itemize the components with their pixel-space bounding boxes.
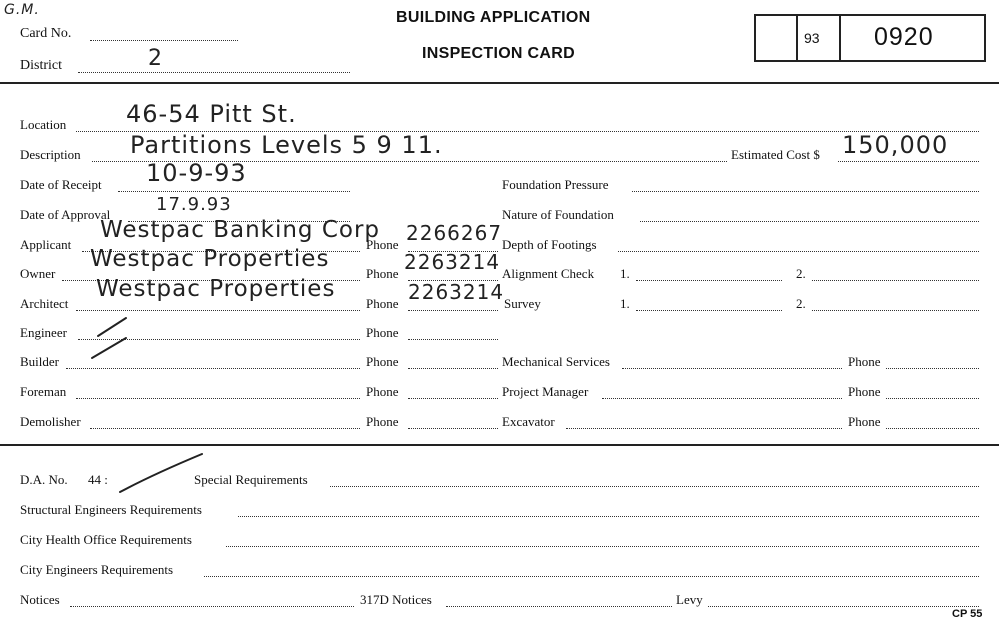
project-manager-label: Project Manager [502, 384, 589, 399]
form-code: CP 55 [952, 608, 983, 620]
engineer-dash-stroke [98, 318, 126, 336]
alignment-num-2: 2. [796, 266, 806, 281]
foreman-label: Foreman [20, 384, 67, 399]
card-no-label: Card No. [20, 26, 72, 41]
section-divider [0, 444, 999, 446]
project-manager-phone-label: Phone [848, 384, 881, 399]
builder-label: Builder [20, 354, 59, 369]
date-receipt-value: 10-9-93 [146, 159, 247, 187]
location-value: 46-54 Pitt St. [126, 100, 297, 128]
location-label: Location [20, 117, 67, 132]
notices-line [70, 606, 354, 607]
builder-phone-label: Phone [366, 354, 399, 369]
engineer-label: Engineer [20, 325, 67, 340]
levy-label: Levy [676, 592, 703, 607]
survey-num-2: 2. [796, 296, 806, 311]
title-line-2: INSPECTION CARD [422, 45, 575, 62]
estimated-cost-label: Estimated Cost $ [731, 147, 820, 162]
date-receipt-label: Date of Receipt [20, 177, 102, 192]
notices-label: Notices [20, 592, 60, 607]
excavator-phone-label: Phone [848, 414, 881, 429]
special-requirements-line [330, 486, 979, 487]
levy-line [708, 606, 979, 607]
notices-317-label: 317D Notices [360, 592, 432, 607]
nature-foundation-label: Nature of Foundation [502, 207, 614, 222]
mechanical-label: Mechanical Services [502, 354, 610, 369]
excavator-label: Excavator [502, 414, 555, 429]
date-approval-label: Date of Approval [20, 207, 111, 222]
description-value: Partitions Levels 5 9 11. [130, 131, 443, 159]
survey-label: Survey [504, 296, 541, 311]
district-value: 2 [148, 46, 163, 71]
mechanical-phone-label: Phone [848, 354, 881, 369]
survey-num-1: 1. [620, 296, 630, 311]
engineers-label: City Engineers Requirements [20, 562, 174, 577]
applicant-label: Applicant [20, 237, 72, 252]
engineer-phone-label: Phone [366, 325, 399, 340]
architect-phone-value: 2263214 [408, 280, 505, 304]
title-line-1: BUILDING APPLICATION [396, 9, 591, 26]
structural-label: Structural Engineers Requirements [20, 502, 202, 517]
architect-value: Westpac Properties [96, 276, 336, 302]
da-dash-stroke [120, 454, 202, 492]
foreman-phone-label: Phone [366, 384, 399, 399]
applicant-phone-label: Phone [366, 237, 399, 252]
date-approval-value: 17.9.93 [156, 194, 232, 215]
applicant-phone-value: 2266267 [406, 221, 503, 245]
owner-label: Owner [20, 266, 56, 281]
builder-dash-stroke [92, 338, 126, 358]
owner-phone-value: 2263214 [404, 250, 501, 274]
special-requirements-label: Special Requirements [194, 472, 308, 487]
estimated-cost-value: 150,000 [842, 131, 949, 159]
architect-phone-label: Phone [366, 296, 399, 311]
health-label: City Health Office Requirements [20, 532, 192, 547]
owner-value: Westpac Properties [90, 246, 330, 272]
box-year: 93 [804, 30, 820, 46]
applicant-value: Westpac Banking Corp [100, 217, 381, 243]
da-value: 44 : [88, 472, 108, 487]
structural-line [238, 516, 979, 517]
health-line [226, 546, 979, 547]
demolisher-label: Demolisher [20, 414, 81, 429]
description-label: Description [20, 147, 81, 162]
foundation-pressure-label: Foundation Pressure [502, 177, 609, 192]
demolisher-phone-label: Phone [366, 414, 399, 429]
box-number: 0920 [874, 23, 934, 51]
alignment-check-label: Alignment Check [502, 266, 595, 281]
corner-note: G.M. [4, 2, 40, 18]
district-label: District [20, 58, 62, 73]
engineers-line [204, 576, 979, 577]
depth-footings-label: Depth of Footings [502, 237, 597, 252]
notices-317-line [446, 606, 672, 607]
architect-label: Architect [20, 296, 69, 311]
da-label: D.A. No. [20, 472, 68, 487]
alignment-num-1: 1. [620, 266, 630, 281]
owner-phone-label: Phone [366, 266, 399, 281]
